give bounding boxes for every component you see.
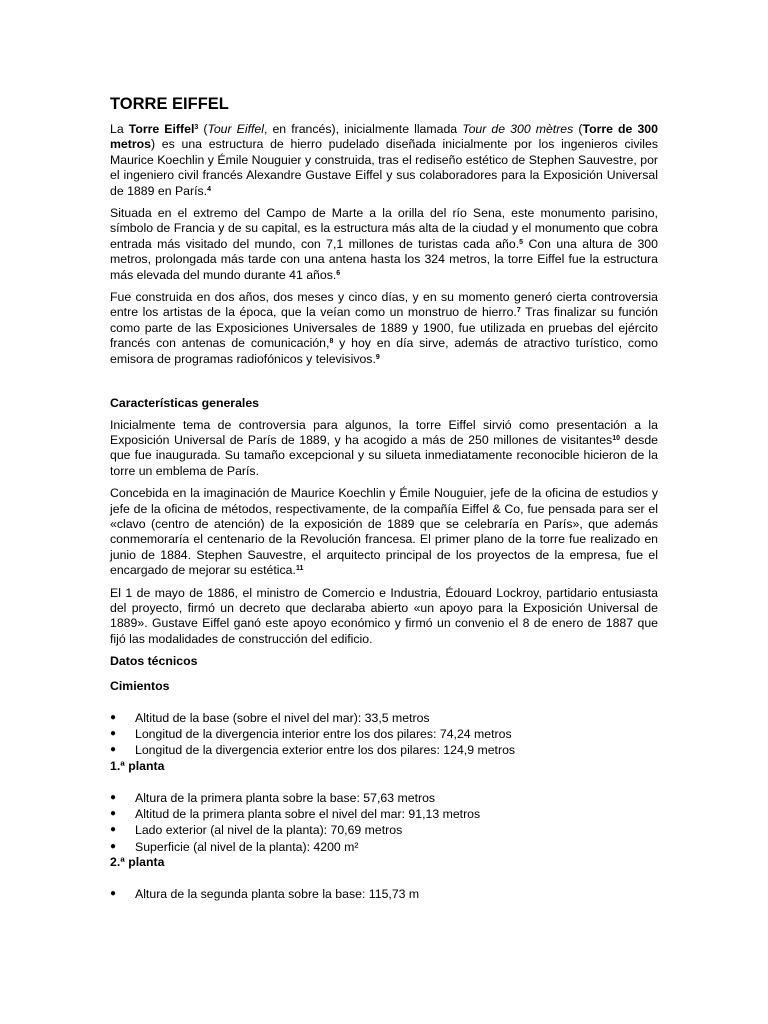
list-item [110, 790, 658, 806]
text: Tras finalizar su función como parte de las Exposiciones Universales de 1889 y 1900, fue utilizada en pruebas del ejército francés con antenas de comunicación, [110, 305, 658, 351]
list-item-text: Altura de la primera planta sobre la base: 57,63 metros [135, 791, 436, 806]
footnote-ref[interactable]: 5 [519, 238, 524, 246]
bullet-icon: ● [110, 728, 117, 740]
intro-paragraph-1 [110, 122, 658, 199]
intro-paragraph-3 [110, 290, 658, 367]
bold-term: Torre de 300 metros [110, 122, 658, 152]
general-paragraph-2 [110, 486, 658, 578]
list-item-text: Longitud de la divergencia interior entre los dos pilares: 74,24 metros [135, 727, 512, 742]
text: , en francés), inicialmente llamada [264, 122, 463, 136]
bullet-icon: ● [110, 824, 117, 836]
list-item [110, 710, 658, 726]
list-item-text: Altitud de la primera planta sobre el nivel del mar: 91,13 metros [135, 807, 481, 822]
list-item-text: Superficie (al nivel de la planta): 4200 m² [135, 839, 359, 854]
section-heading-technical: Datos técnicos [110, 654, 198, 669]
section-heading-general: Características generales [110, 396, 260, 411]
list-item [110, 726, 658, 742]
foundations-list [110, 710, 658, 759]
intro-paragraph-2 [110, 206, 658, 283]
text: Concebida en la imaginación de Maurice Koechlin y Émile Nouguier, jefe de la oficina de estudios y jefe de la oficina de métodos, respectivamente, de la compañía Eiffel & Co, fue pensada para ser el «clavo (centro de atención) de la exposición de 1889 que se celebraría en París», que además conmemoraría el centenario de la Revolución francesa. El primer plano de la torre fue realizado en junio de 1884. Stephen Sauvestre, el arquitecto principal de los proyectos de la empresa, fue el encargado de mejorar su estética. [110, 486, 658, 578]
subsection-heading-second-floor: 2.ª planta [110, 854, 165, 869]
bullet-icon: ● [110, 712, 117, 723]
subsection-heading-foundations: Cimientos [110, 678, 170, 693]
page-title: TORRE EIFFEL [110, 95, 229, 113]
list-item [110, 886, 658, 902]
general-paragraph-1 [110, 418, 658, 480]
bullet-icon: ● [110, 792, 117, 804]
list-item-text: Altura de la segunda planta sobre la base: 115,73 m [135, 887, 420, 902]
bullet-icon: ● [110, 888, 117, 900]
text: y hoy en día sirve, además de atractivo turístico, como emisora de programas radiofónicos y televisivos. [110, 336, 658, 366]
text: Con una altura de 300 metros, prolongada más tarde con una antena hasta los 324 metros, la torre Eiffel fue la estructura más elevada del mundo durante 41 años. [110, 236, 658, 282]
text: desde que fue inaugurada. Su tamaño excepcional y su silueta inmediatamente reconocible hicieron de la torre un emblema de París. [110, 432, 658, 478]
text: Situada en el extremo del Campo de Marte a la orilla del río Sena, este monumento parisino, símbolo de Francia y de su capital, es la estructura más alta de la ciudad y el monumento que cobra entrada más visitado del mundo, con 7,1 millones de turistas cada año. [110, 206, 658, 251]
text: Inicialmente tema de controversia para algunos, la torre Eiffel sirvió como presentación a la Exposición Universal de París de 1889, y ha acogido a más de 250 millones de visitantes [110, 417, 658, 447]
italic-term: Tour Eiffel [207, 122, 264, 136]
text: Fue construida en dos años, dos meses y cinco días, y en su momento generó cierta controversia entre los artistas de la época, que la veían como un monstruo de hierro. [110, 290, 658, 320]
text: La [110, 122, 129, 136]
bold-term: Torre Eiffel [128, 122, 195, 136]
list-item [110, 806, 658, 822]
footnote-ref[interactable]: 10 [612, 434, 620, 442]
list-item-text: Lado exterior (al nivel de la planta): 70,69 metros [135, 823, 403, 838]
footnote-ref[interactable]: 4 [207, 185, 211, 193]
bullet-icon: ● [110, 744, 117, 756]
document-page [110, 94, 658, 902]
general-paragraph-3: El 1 de mayo de 1886, el ministro de Comercio e Industria, Édouard Lockroy, partidario entusiasta del proyecto, firmó un decreto que declaraba abierto «un apoyo para la Exposición Universal de 1889». Gustave Eiffel ganó este apoyo económico y firmó un convenio el 8 de enero de 1887 que fijó las modalidades de construcción del edificio. [110, 585, 658, 646]
list-item-text: Altitud de la base (sobre el nivel del mar): 33,5 metros [135, 711, 430, 725]
footnote-ref[interactable]: 3 [194, 124, 199, 131]
footnote-ref[interactable]: 8 [329, 338, 334, 346]
footnote-ref[interactable]: 9 [375, 353, 380, 361]
list-item-text: Longitud de la divergencia exterior entre los dos pilares: 124,9 metros [135, 743, 516, 758]
footnote-ref[interactable]: 6 [336, 269, 341, 277]
first-floor-list [110, 790, 658, 855]
bullet-icon: ● [110, 840, 117, 852]
text: ( [573, 122, 583, 136]
subsection-heading-first-floor: 1.ª planta [110, 758, 165, 773]
text: ( [198, 122, 208, 136]
spacer [110, 374, 658, 396]
italic-term: Tour de 300 mètres [462, 122, 574, 136]
text: ) es una estructura de hierro pudelado diseñada inicialmente por los ingenieros civiles Maurice Koechlin y Émile Nouguier y construida, tras el rediseño estético de Stephen Sauvestre, por el ingeniero civil francés Alexandre Gustave Eiffel y sus colaboradores para la Exposición Universal de 1889 en París. [110, 137, 658, 198]
footnote-ref[interactable]: 11 [295, 565, 304, 573]
footnote-ref[interactable]: 7 [516, 307, 521, 315]
list-item [110, 822, 658, 838]
second-floor-list [110, 886, 658, 902]
bullet-icon: ● [110, 808, 117, 820]
list-item [110, 742, 658, 758]
list-item [110, 839, 658, 855]
